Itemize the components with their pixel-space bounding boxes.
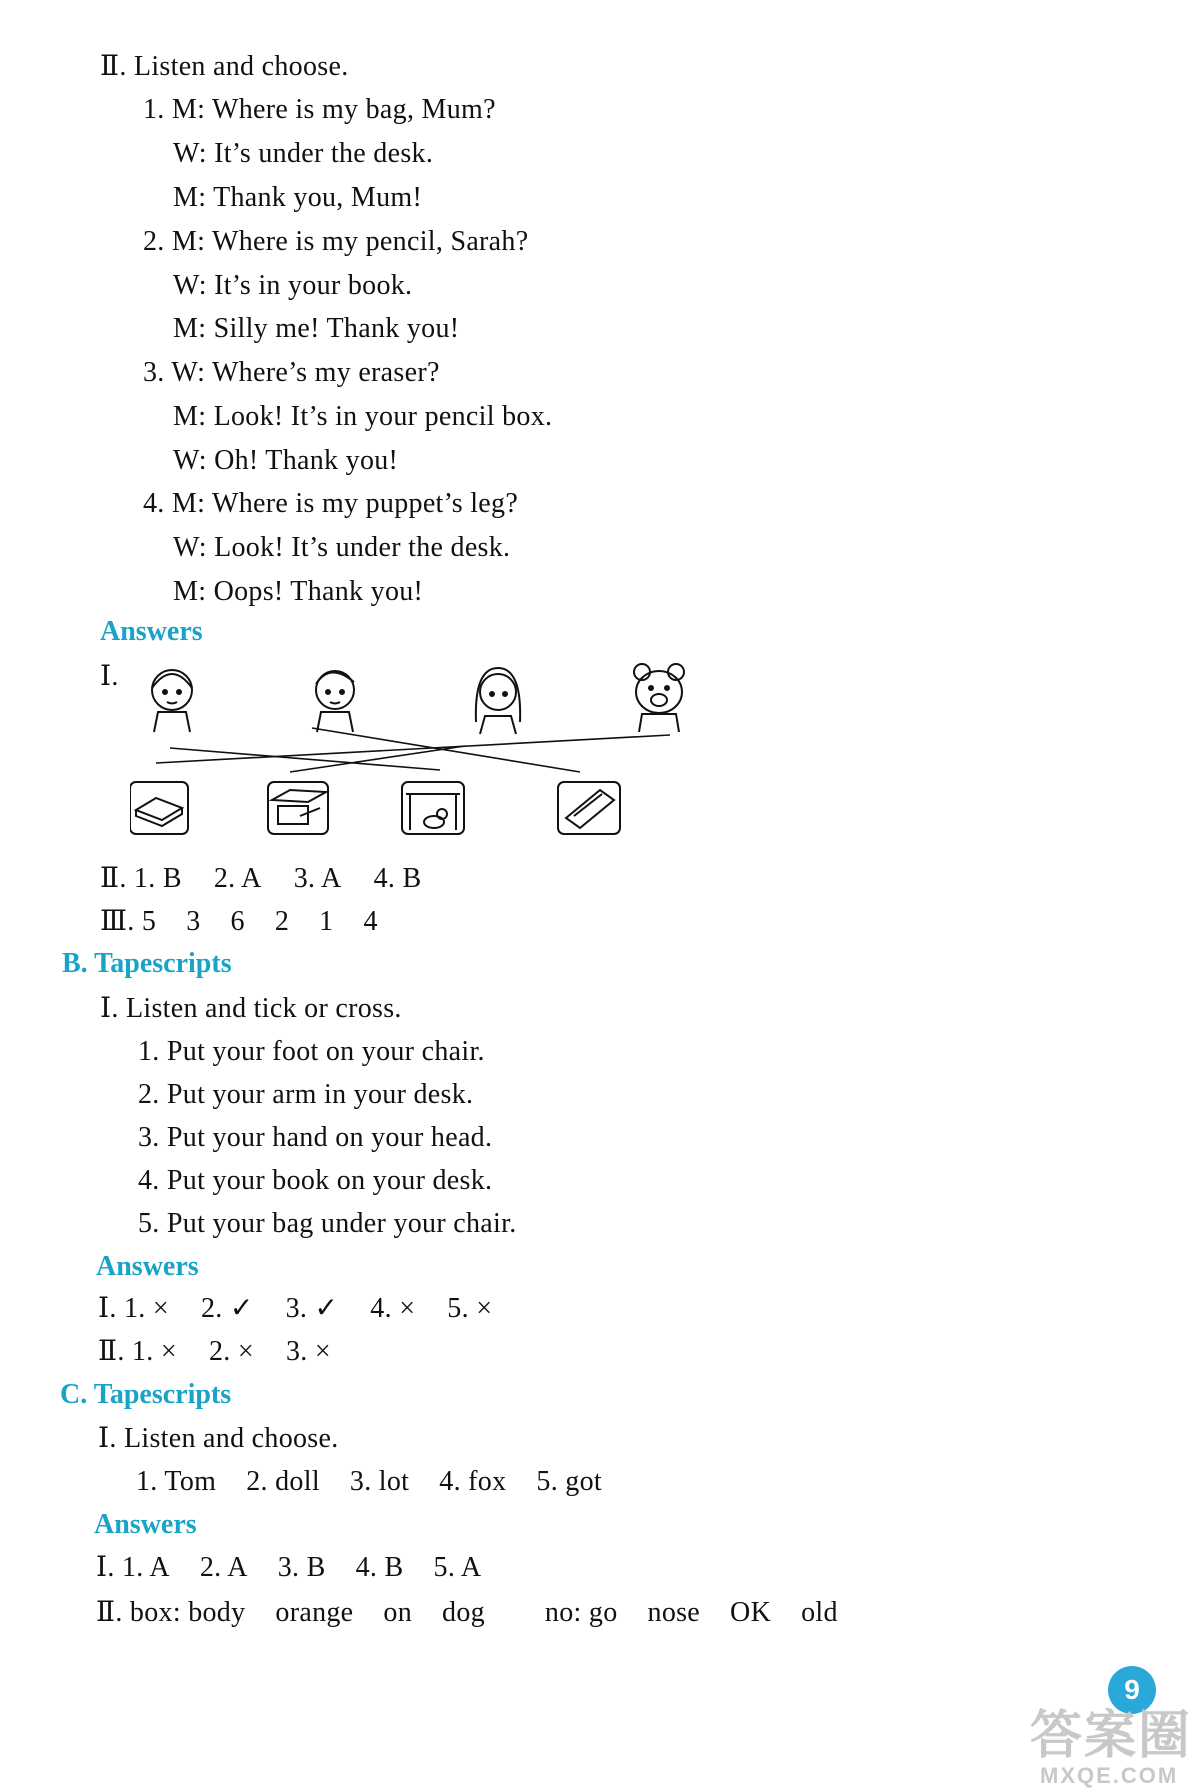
answer-item: on [383,1597,413,1628]
dialog-line: 1. M: Where is my bag, Mum? [143,94,496,125]
instruction-line: 1. Put your foot on your chair. [138,1036,485,1067]
section-b-heading: B. Tapescripts [62,948,232,979]
page-number: 9 [1108,1666,1156,1714]
puppet-under-desk-icon [402,782,464,834]
answer-item: 2. A [199,1552,248,1583]
girl-short-hair-icon [152,670,192,732]
answer-item: Ⅱ. 1. B [100,863,182,894]
dialog-line: M: Look! It’s in your pencil box. [173,401,553,432]
dialog-line: M: Silly me! Thank you! [173,313,460,344]
answer-item: Ⅱ. 1. × [98,1336,177,1367]
answer-item: 3. ✓ [285,1293,339,1324]
word-item: 3. lot [349,1466,410,1497]
answers-heading-b: Answers [96,1251,199,1282]
answer1-c [96,1551,481,1585]
instruction-line: 4. Put your book on your desk. [138,1165,493,1196]
dialog-line: 4. M: Where is my puppet’s leg? [143,488,519,519]
answer2-c [96,1596,838,1630]
answer2-b [98,1335,331,1369]
watermark-main: 答案圈 [1030,1707,1193,1765]
answer-item: OK [730,1597,772,1628]
answer-item: old [801,1597,838,1628]
answer-item: dog [442,1597,485,1628]
girl-long-hair-icon [476,668,520,734]
dialog-line: W: It’s under the desk. [173,138,434,169]
dialog-line: 2. M: Where is my pencil, Sarah? [143,226,529,257]
answer-item: 3. × [285,1336,331,1367]
word-item: 4. fox [439,1466,507,1497]
answer-item: Ⅰ. 1. A [96,1552,170,1583]
instruction-line: 5. Put your bag under your chair. [138,1208,517,1239]
answer-item: 4. B [355,1552,404,1583]
answer1-b [98,1292,492,1326]
answers-heading-c: Answers [94,1509,197,1540]
dialog-line: M: Oops! Thank you! [173,576,424,607]
word-item: 1. Tom [136,1466,217,1497]
dialog-line: M: Thank you, Mum! [173,182,423,213]
answer-item: 3 [186,906,201,937]
answers-heading-a: Answers [100,616,203,647]
dialog-line: W: Look! It’s under the desk. [173,532,511,563]
word-item: 2. doll [246,1466,320,1497]
instruction-line: 2. Put your arm in your desk. [138,1079,474,1110]
word-list [136,1465,602,1499]
matching-figure [130,660,730,850]
desk-drawer-icon [268,782,328,834]
answer-item: 3. B [277,1552,326,1583]
answer-item: nose [647,1597,701,1628]
answer-item: 2. ✓ [200,1293,254,1324]
word-item: 5. got [536,1466,602,1497]
answer-item: no: go [544,1597,618,1628]
answer-item: 4. × [370,1293,416,1324]
dialog-line: 3. W: Where’s my eraser? [143,357,440,388]
dialog-line: W: It’s in your book. [173,270,413,301]
answer-item: 4 [363,906,378,937]
boy-icon [316,671,354,732]
answer-item: Ⅰ. 1. × [98,1293,169,1324]
section-b-part1-title: Ⅰ. Listen and tick or cross. [100,993,402,1024]
part2-title: Ⅱ. Listen and choose. [100,51,349,82]
watermark [1030,1708,1192,1788]
answer-item: 5. × [447,1293,493,1324]
answer-item: 3. A [293,863,342,894]
section-c-part1-title: Ⅰ. Listen and choose. [98,1423,339,1454]
watermark-sub: MXQE.COM [1040,1763,1179,1788]
section-c-heading: C. Tapescripts [60,1379,232,1410]
teddy-bear-icon [634,664,684,732]
answer-item: 2. × [208,1336,254,1367]
answer-item: 2. A [213,863,262,894]
answer-item: 1 [319,906,334,937]
answer-item: 5. A [433,1552,482,1583]
book-on-desk-icon [130,782,188,834]
answer2-a [100,862,421,896]
answer-item: Ⅱ. box: body [96,1597,246,1628]
answer-item: 4. B [373,863,422,894]
answer1-label: Ⅰ. [100,661,119,692]
matching-lines [156,728,670,772]
pencil-box-icon [558,782,620,834]
answer-item: orange [275,1597,354,1628]
dialog-line: W: Oh! Thank you! [173,445,399,476]
answer-item: 2 [274,906,290,937]
instruction-line: 3. Put your hand on your head. [138,1122,493,1153]
answer-item: 6 [230,906,245,937]
answer-item: Ⅲ. 5 [100,906,157,937]
answer3-a [100,905,378,939]
